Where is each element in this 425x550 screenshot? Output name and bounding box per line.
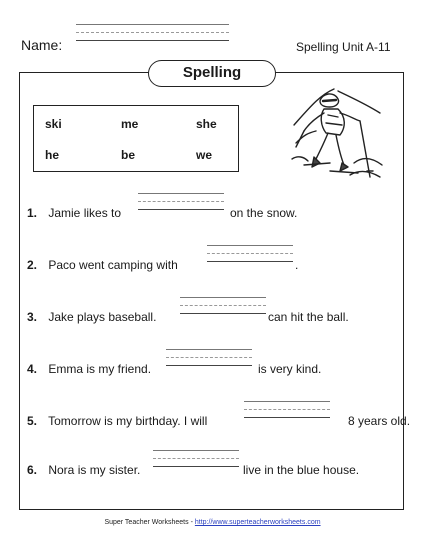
answer-line-1[interactable] bbox=[138, 193, 224, 210]
word-bank bbox=[33, 105, 239, 172]
footer-separator: - bbox=[190, 519, 193, 526]
sentence-6 bbox=[27, 463, 140, 477]
sentence-text-after: live in the blue house. bbox=[243, 463, 360, 477]
sentence-number: 2. bbox=[27, 258, 38, 272]
sentence-text-before: Emma is my friend. bbox=[48, 362, 152, 376]
sentence-text-after: 8 years old. bbox=[348, 414, 411, 428]
word-bank-item: we bbox=[196, 148, 213, 162]
answer-line-5[interactable] bbox=[244, 401, 330, 418]
answer-line-3[interactable] bbox=[180, 297, 266, 314]
answer-line-4[interactable] bbox=[166, 349, 252, 366]
sentence-4 bbox=[27, 362, 151, 376]
sentence-number: 3. bbox=[27, 310, 38, 324]
footer-link[interactable]: http://www.superteacherworksheets.com bbox=[194, 519, 321, 526]
answer-line-2[interactable] bbox=[207, 245, 293, 262]
skier-icon bbox=[290, 85, 386, 185]
word-bank-item: ski bbox=[45, 117, 62, 131]
sentence-number: 6. bbox=[27, 463, 38, 477]
sentence-text-after: is very kind. bbox=[258, 362, 322, 376]
sentence-number: 1. bbox=[27, 206, 38, 220]
sentence-number: 4. bbox=[27, 362, 38, 376]
footer-site-name: Super Teacher Worksheets bbox=[104, 519, 189, 526]
sentence-text-before: Jake plays baseball. bbox=[48, 310, 157, 324]
name-write-line[interactable] bbox=[76, 24, 229, 41]
sentence-text-after: on the snow. bbox=[230, 206, 298, 220]
sentence-text-before: Paco went camping with bbox=[48, 258, 178, 272]
worksheet-title: Spelling bbox=[148, 60, 276, 87]
sentence-text-after: . bbox=[295, 258, 299, 272]
sentence-text-before: Tomorrow is my birthday. I will bbox=[48, 414, 208, 428]
sentence-3 bbox=[27, 310, 156, 324]
sentence-2 bbox=[27, 258, 178, 272]
sentence-number: 5. bbox=[27, 414, 38, 428]
sentence-text-before: Nora is my sister. bbox=[48, 463, 141, 477]
sentence-text-after: can hit the ball. bbox=[268, 310, 349, 324]
name-label: Name: bbox=[21, 37, 63, 53]
answer-line-6[interactable] bbox=[153, 450, 239, 467]
sentence-5 bbox=[27, 414, 207, 428]
word-bank-item: be bbox=[121, 148, 136, 162]
sentence-text-before: Jamie likes to bbox=[48, 206, 122, 220]
footer bbox=[0, 519, 425, 526]
unit-label: Spelling Unit A-11 bbox=[296, 40, 391, 54]
word-bank-item: he bbox=[45, 148, 60, 162]
word-bank-item: me bbox=[121, 117, 139, 131]
word-bank-item: she bbox=[196, 117, 217, 131]
sentence-1 bbox=[27, 206, 121, 220]
